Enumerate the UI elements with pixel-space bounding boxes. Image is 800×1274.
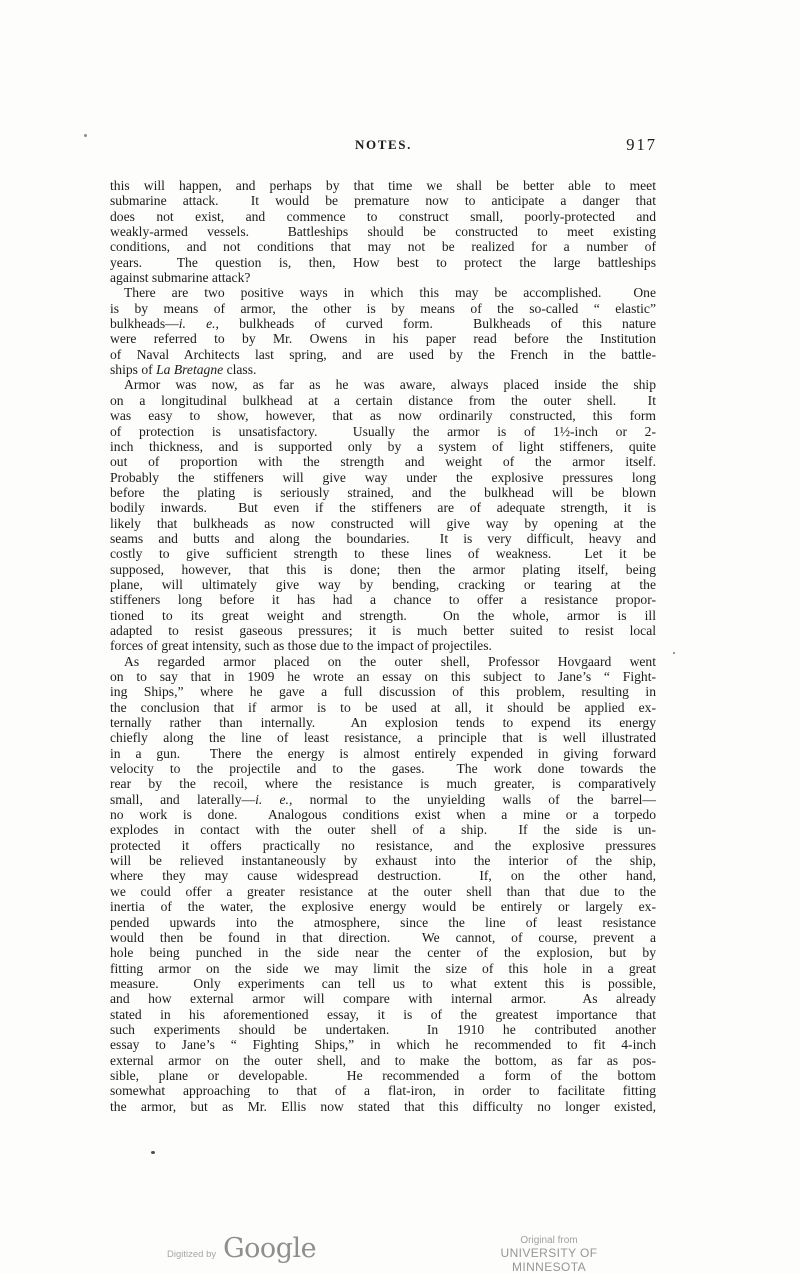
text-line: seams and butts and along the boundaries. It is very difficult, heavy and <box>110 530 656 546</box>
text-line: adapted to resist gaseous pressures; it is much better suited to resist local <box>110 622 656 638</box>
text-line: protected it offers practically no resistance, and the explosive pressures <box>110 837 656 853</box>
text-line: likely that bulkheads as now constructed will give way by opening at the <box>110 515 656 531</box>
running-head <box>110 137 657 157</box>
text-line: pended upwards into the atmosphere, since the line of least resistance <box>110 914 656 930</box>
text-line: explodes in contact with the outer shell of a ship. If the side is un- <box>110 822 656 838</box>
ink-speck <box>151 1151 155 1154</box>
text-line: costly to give sufficient strength to these lines of weakness. Let it be <box>110 546 656 562</box>
text-line: external armor on the outer shell, and to make the bottom, as far as pos- <box>110 1052 656 1068</box>
text-line: velocity to the projectile and to the gases. The work done towards the <box>110 761 656 777</box>
text-line: hole being punched in the side near the center of the explosion, but by <box>110 945 656 961</box>
paragraph <box>110 377 656 653</box>
text-line: weakly-armed vessels. Battleships should be constructed to meet existing <box>110 224 656 240</box>
text-line: such experiments should be undertaken. In 1910 he contributed another <box>110 1021 656 1037</box>
text-line: Probably the stiffeners will give way under the explosive pressures long <box>110 469 656 485</box>
text-line: against submarine attack? <box>110 270 251 286</box>
text-line: no work is done. Analogous conditions exist when a mine or a torpedo <box>110 807 656 823</box>
text-line: rear by the recoil, where the resistance is much greater, is comparatively <box>110 776 656 792</box>
text-line: will be relieved instantaneously by exhaust into the interior of the ship, <box>110 853 656 869</box>
text-line: years. The question is, then, How best to protect the large battleships <box>110 254 656 270</box>
text-line: stiffeners long before it has had a chance to offer a resistance propor- <box>110 592 656 608</box>
text-line: does not exist, and commence to construct small, poorly-protected and <box>110 208 656 224</box>
page-title: NOTES. <box>355 137 412 152</box>
text-line: ing Ships,” where he gave a full discussion of this problem, resulting in <box>110 684 656 700</box>
text-line: would then be found in that direction. We cannot, of course, prevent a <box>110 929 656 945</box>
text-line: fitting armor on the side we may limit the size of this hole in a great <box>110 960 656 976</box>
text-line: inertia of the water, the explosive energy would be entirely or largely ex- <box>110 899 656 915</box>
text-line: we could offer a greater resistance at the outer shell than that due to the <box>110 883 656 899</box>
text-line: were referred to by Mr. Owens in his paper read before the Institution <box>110 331 656 347</box>
text-line: bodily inwards. But even if the stiffeners are of adequate strength, it is <box>110 500 656 516</box>
text-line: bulkheads—i. e., bulkheads of curved form. Bulkheads of this nature <box>110 316 656 332</box>
text-line: and how external armor will compare with internal armor. As already <box>110 991 656 1007</box>
paragraph <box>110 285 656 377</box>
paragraph <box>110 178 656 285</box>
text-line: on a longitudinal bulkhead at a certain distance from the outer shell. It <box>110 392 656 408</box>
text-line: sible, plane or developable. He recommended a form of the bottom <box>110 1067 656 1083</box>
paragraph <box>110 654 656 1114</box>
text-line: where they may cause widespread destruction. If, on the other hand, <box>110 868 656 884</box>
text-line: chiefly along the line of least resistance, a principle that is well illustrated <box>110 730 656 746</box>
text-line: Armor was now, as far as he was aware, always placed inside the ship <box>124 377 656 393</box>
text-line: on to say that in 1909 he wrote an essay on this subject to Jane’s “ Fight- <box>110 669 656 684</box>
text-line: somewhat approaching to that of a flat-iron, in order to facilitate fitting <box>110 1083 656 1099</box>
text-line: measure. Only experiments can tell us to what extent this is possible, <box>110 975 656 991</box>
ink-speck <box>84 134 87 137</box>
text-line: tioned to its great weight and strength. On the whole, armor is ill <box>110 607 656 623</box>
text-line: inch thickness, and is supported only by a system of light stiffeners, quite <box>110 438 656 454</box>
text-line: stated in his aforementioned essay, it is of the greatest importance that <box>110 1006 656 1022</box>
text-line: supposed, however, that this is done; then the armor plating itself, being <box>110 561 656 577</box>
text-line: As regarded armor placed on the outer shell, Professor Hovgaard went <box>124 653 656 669</box>
google-logo: Google <box>223 1233 317 1264</box>
text-line: is by means of armor, the other is by means of the so-called “ elastic” <box>110 300 656 316</box>
text-line: was easy to show, however, that as now ordinarily constructed, this form <box>110 408 656 424</box>
text-line: the conclusion that if armor is to be used at all, it should be applied ex- <box>110 699 656 715</box>
text-line: ternally rather than internally. An explosion tends to expend its energy <box>110 715 656 731</box>
text-line: out of proportion with the strength and weight of the armor itself. <box>110 454 656 470</box>
text-line: conditions, and not conditions that may not be realized for a number of <box>110 239 656 255</box>
text-line: this will happen, and perhaps by that time we shall be better able to meet <box>110 178 656 193</box>
text-line: the armor, but as Mr. Ellis now stated that this difficulty no longer existed, <box>110 1098 656 1114</box>
text-line: plane, will ultimately give way by bending, cracking or tearing at the <box>110 576 656 592</box>
text-block <box>110 178 656 1114</box>
text-line: before the plating is seriously strained, and the bulkhead will be blown <box>110 484 656 500</box>
text-line: There are two positive ways in which this may be accomplished. One <box>124 285 656 301</box>
text-line: of protection is unsatisfactory. Usually the armor is of 1½-inch or 2- <box>110 423 656 439</box>
digitization-credit <box>167 1233 316 1264</box>
text-line: small, and laterally—i. e., normal to the unyielding walls of the barrel— <box>110 791 656 807</box>
original-from-label: Original from <box>520 1235 578 1246</box>
text-line: forces of great intensity, such as those due to the impact of projectiles. <box>110 638 492 654</box>
text-line: in a gun. There the energy is almost entirely expended in giving forward <box>110 745 656 761</box>
institution-label: UNIVERSITY OF MINNESOTA <box>500 1246 598 1274</box>
text-line: submarine attack. It would be premature now to anticipate a danger that <box>110 193 656 209</box>
text-line: of Naval Architects last spring, and are used by the French in the battle- <box>110 346 656 362</box>
page-number: 917 <box>626 135 657 154</box>
ink-speck <box>673 652 675 654</box>
text-line: essay to Jane’s “ Fighting Ships,” in which he recommended to fit 4-inch <box>110 1037 656 1053</box>
source-credit <box>466 1235 632 1274</box>
digitized-by-label: Digitized by <box>167 1249 217 1260</box>
text-line: ships of La Bretagne class. <box>110 362 257 378</box>
